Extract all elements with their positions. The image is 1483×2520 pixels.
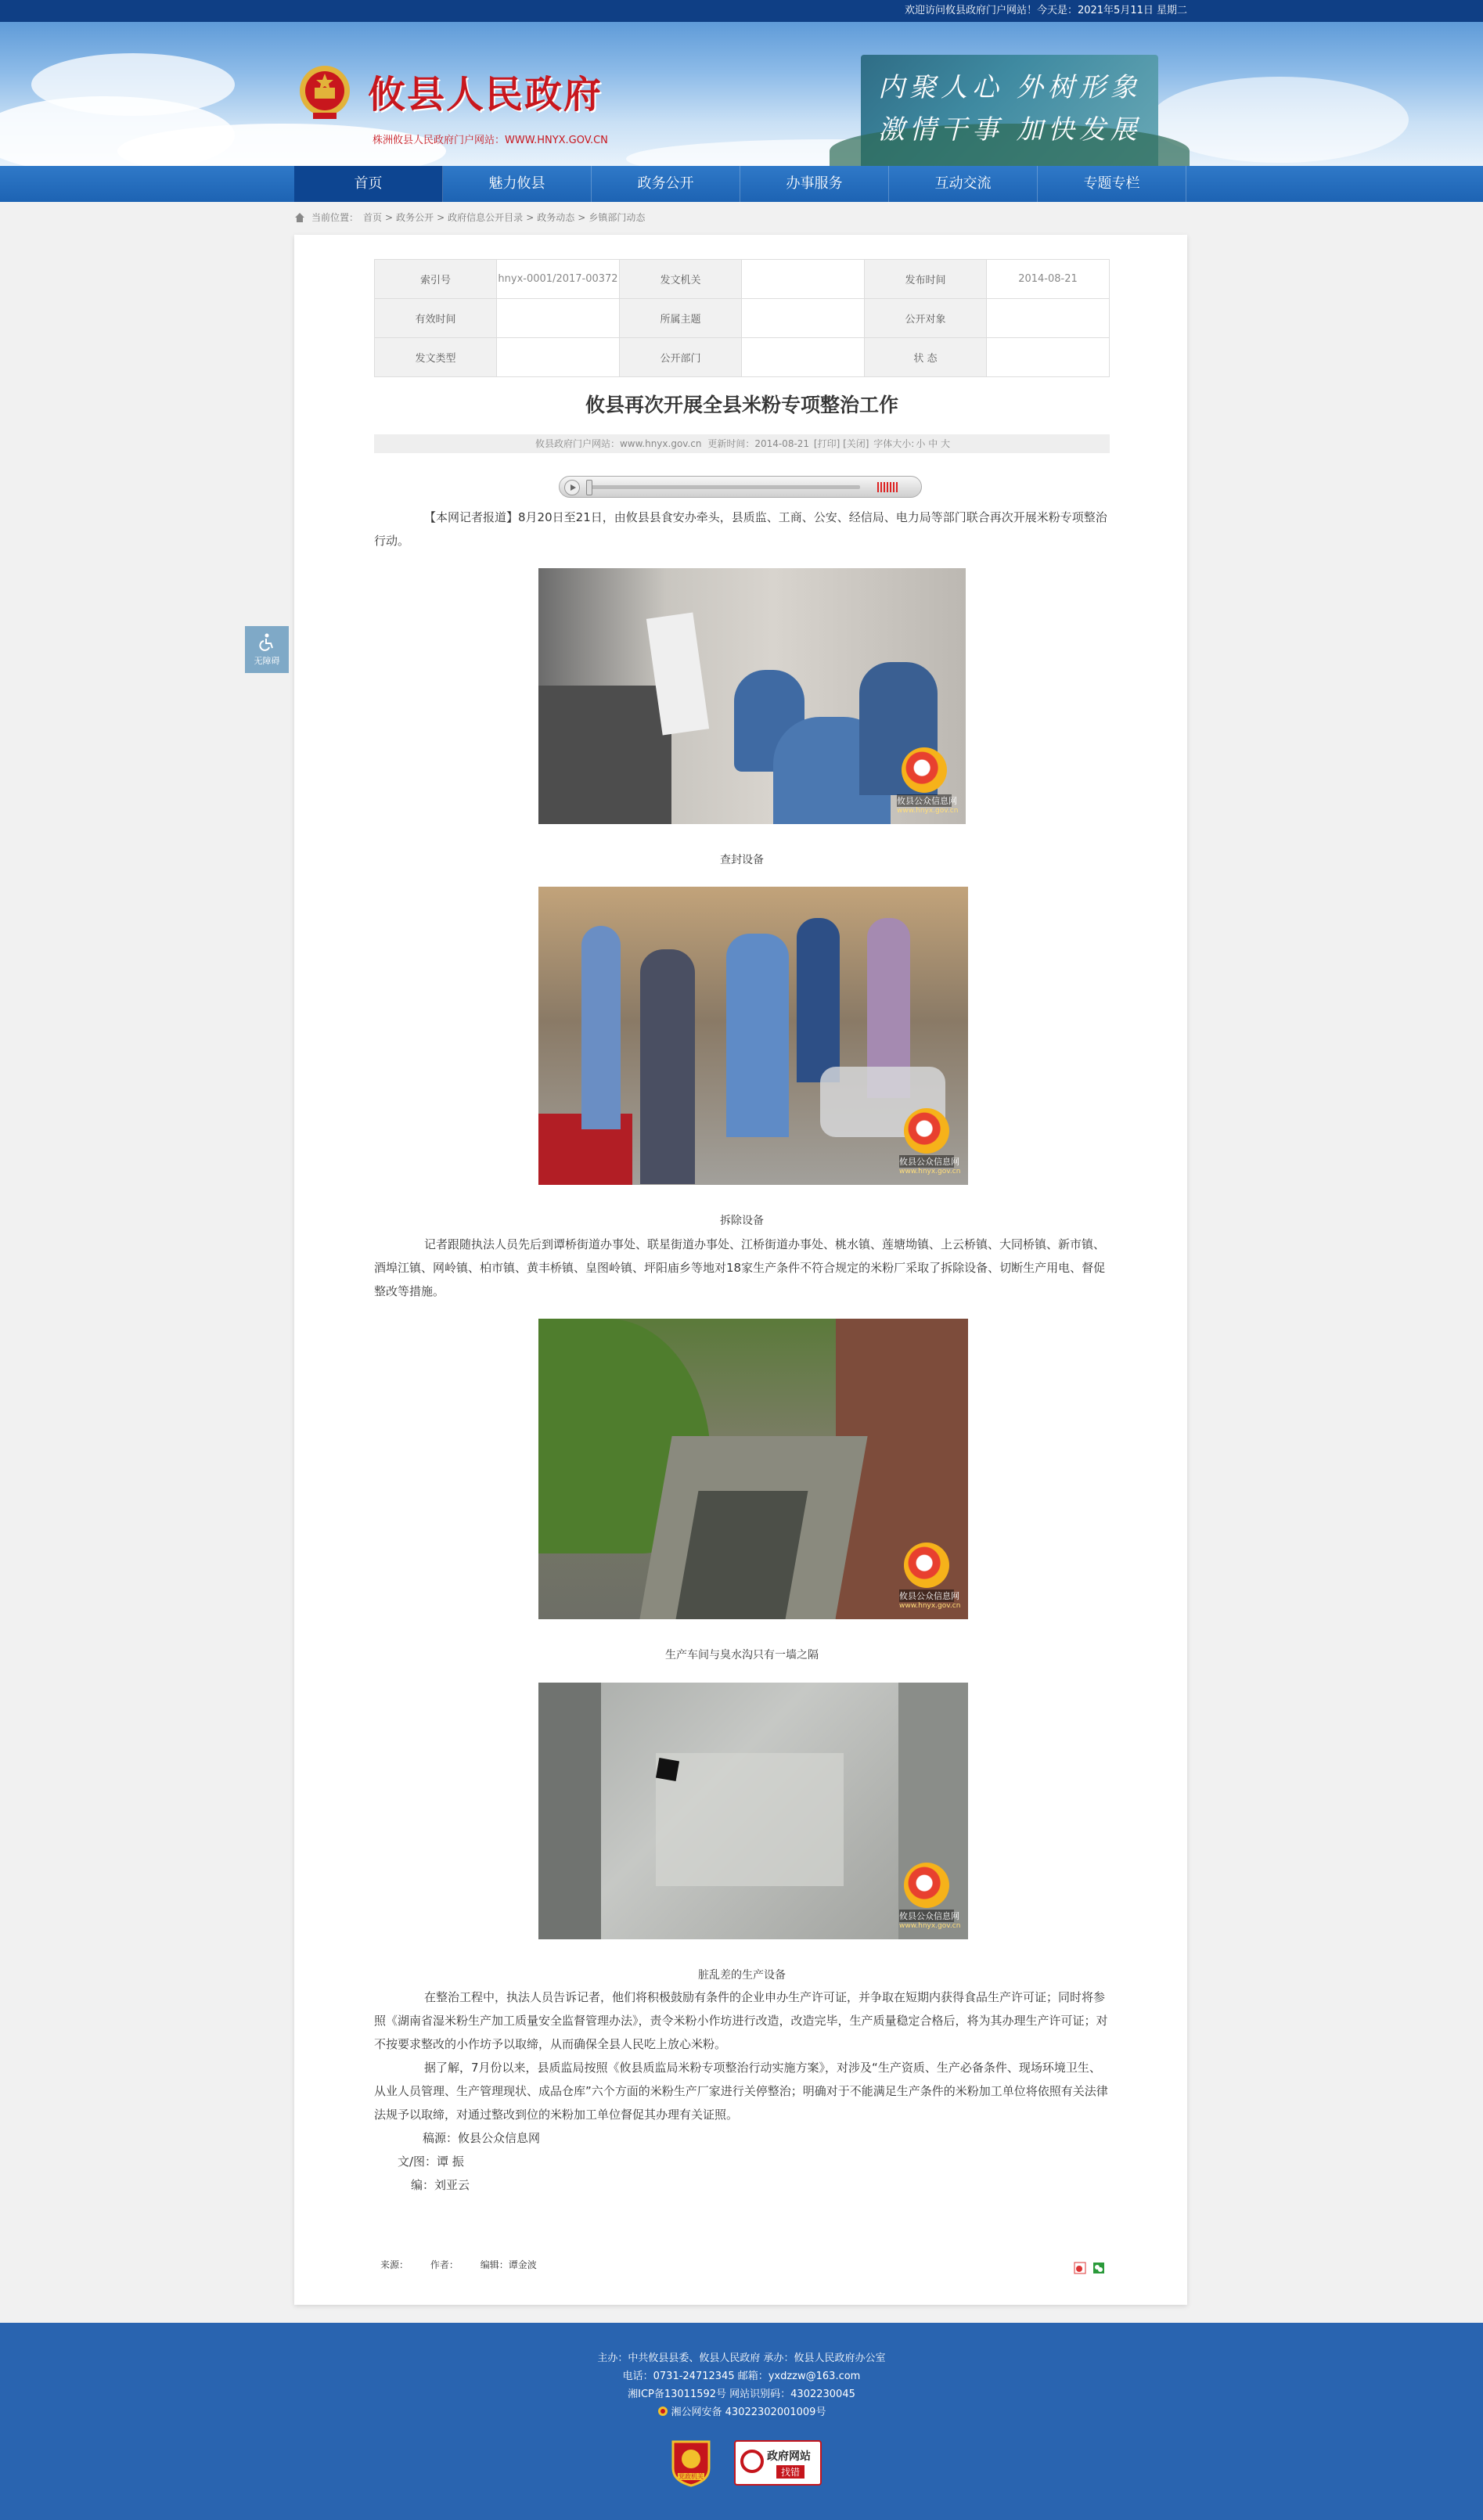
font-size-label: 字体大小:	[873, 438, 915, 449]
nav-item-charm[interactable]: 魅力攸县	[443, 166, 592, 202]
meta-value	[987, 299, 1110, 338]
article-paragraph-2: 记者跟随执法人员先后到谭桥街道办事处、联星街道办事处、江桥街道办事处、桃水镇、莲塘坳镇、上云桥镇、大同桥镇、新市镇、酒埠江镇、网岭镇、柏市镇、黄丰桥镇、皇图岭镇、坪阳庙乡等地对18家生产条件不符合规定的米粉厂采取了拆除设备、切断生产用电、督促整改等措施。	[374, 1237, 1106, 1298]
share-weibo-icon[interactable]	[1074, 2262, 1086, 2274]
site-footer	[0, 2323, 1483, 2520]
breadcrumb-item-catalog[interactable]: 政府信息公开目录	[448, 212, 524, 223]
breadcrumb-item-home[interactable]: 首页	[363, 212, 383, 223]
intro-body: 8月20日至21日，由攸县县食安办牵头，县质监、工商、公安、经信局、电力局等部门联合再次开展米粉专项整治行动。	[374, 510, 1107, 548]
meta-key: 发文类型	[375, 338, 497, 377]
footer-icp[interactable]: 湘ICP备13011592号 网站识别码：4302230045	[628, 2389, 855, 2400]
editor-name: 谭金波	[508, 2259, 537, 2270]
meta-value	[987, 338, 1110, 377]
article-photo-3	[538, 1319, 968, 1619]
meta-key: 所属主题	[620, 299, 742, 338]
article-photo-1	[538, 568, 966, 824]
report-badge-action: 找错	[776, 2465, 804, 2479]
nav-item-gov-affairs[interactable]: 政务公开	[592, 166, 740, 202]
header-banner	[0, 22, 1483, 166]
audio-progress-track[interactable]	[586, 485, 860, 489]
slogan-line-2: 激情干事 加快发展	[878, 114, 1142, 146]
nav-item-topics[interactable]: 专题专栏	[1038, 166, 1186, 202]
welcome-text: 欢迎访问攸县政府门户网站！今天是：2021年5月11日 星期二	[904, 5, 1187, 16]
breadcrumb-item-news[interactable]: 政务动态	[537, 212, 575, 223]
slogan-line-1: 内聚人心 外树形象	[878, 72, 1142, 103]
meta-value	[742, 260, 865, 299]
photo-caption-3: 生产车间与臭水沟只有一墙之隔	[665, 1649, 819, 1661]
play-icon[interactable]	[564, 480, 580, 495]
nav-item-interaction[interactable]: 互动交流	[889, 166, 1038, 202]
photo-watermark: 攸县公众信息网 www.hnyx.gov.cn	[899, 1108, 954, 1175]
meta-key: 公开部门	[620, 338, 742, 377]
source-label: 来源：	[380, 2259, 409, 2270]
print-link[interactable]: [打印]	[813, 438, 840, 449]
footer-sponsor: 主办：中共攸县县委、攸县人民政府 承办：攸县人民政府办公室	[597, 2353, 886, 2364]
article-paragraph-4: 据了解，7月份以来，县质监局按照《攸县质监局米粉专项整治行动实施方案》，对涉及“生产资质、生产必备条件、现场环境卫生、从业人员管理、生产管理现状、成品仓库”六个方面的米粉生产厂家进行关停整治；明确对于不能满足生产条件的米粉加工单位将依照有关法律法规予以取缔，对通过整改到位的米粉加工单位督促其办理有关证照。	[374, 2061, 1108, 2122]
article-updated: 更新时间：2014-08-21	[707, 438, 810, 449]
table-row	[375, 260, 1110, 299]
meta-value	[742, 299, 865, 338]
meta-value	[497, 338, 620, 377]
article-author-line: 文/图：谭 振	[398, 2155, 464, 2169]
meta-value: hnyx-0001/2017-00372	[497, 260, 620, 299]
meta-value	[497, 299, 620, 338]
photo-caption-1: 查封设备	[720, 854, 764, 866]
meta-key: 索引号	[375, 260, 497, 299]
meta-key: 状 态	[865, 338, 987, 377]
breadcrumb: 当前位置： 首页 > 政务公开 > 政府信息公开目录 > 政务动态 > 乡镇部门动态	[294, 210, 645, 225]
national-emblem-icon	[297, 64, 352, 124]
audio-progress-handle[interactable]	[586, 480, 592, 495]
font-big-link[interactable]: 大	[941, 438, 951, 449]
article-title: 攸县再次开展全县米粉专项整治工作	[585, 394, 898, 416]
accessibility-label: 无障碍	[254, 656, 280, 666]
article-footer-meta	[380, 2258, 556, 2271]
volume-icon[interactable]	[877, 482, 899, 492]
close-link[interactable]: [关闭]	[843, 438, 869, 449]
meta-value	[742, 338, 865, 377]
audio-player	[559, 476, 922, 498]
police-badge-icon	[657, 2406, 668, 2417]
meta-value: 2014-08-21	[987, 260, 1110, 299]
article-paragraph-3: 在整治工程中，执法人员告诉记者，他们将积极鼓励有条件的企业申办生产许可证，并争取在短期内获得食品生产许可证；同时将参照《湖南省湿米粉生产加工质量安全监督管理办法》，责令米粉小作坊进行改造，改造完毕，生产质量稳定合格后，将为其办理生产许可证；对不按要求整改的小作坊予以取缔，从而确保全县人民吃上放心米粉。	[374, 1990, 1108, 2051]
meta-key: 发布时间	[865, 260, 987, 299]
slogan-banner	[861, 55, 1158, 166]
photo-caption-4: 脏乱差的生产设备	[698, 1969, 786, 1982]
article-source: 攸县政府门户网站：www.hnyx.gov.cn	[535, 438, 702, 449]
font-mid-link[interactable]: 中	[928, 438, 938, 449]
wheelchair-icon	[257, 632, 276, 651]
footer-contact: 电话：0731-24712345 邮箱：yxdzzw@163.com	[622, 2371, 861, 2382]
top-bar	[0, 0, 1483, 22]
nav-item-home[interactable]: 首页	[294, 166, 443, 202]
article-info-bar	[374, 434, 1110, 453]
breadcrumb-item-dept-news[interactable]: 乡镇部门动态	[589, 212, 646, 223]
author-label: 作者：	[430, 2259, 459, 2270]
accessibility-button[interactable]	[245, 626, 289, 673]
article-source-line: 稿源：攸县公众信息网	[423, 2131, 541, 2145]
table-row	[375, 299, 1110, 338]
meta-key: 发文机关	[620, 260, 742, 299]
meta-table	[374, 259, 1110, 377]
table-row	[375, 338, 1110, 377]
meta-key: 有效时间	[375, 299, 497, 338]
photo-watermark: 攸县公众信息网 www.hnyx.gov.cn	[899, 1543, 954, 1610]
article-editor-line: 编：刘亚云	[411, 2178, 470, 2192]
editor-label: 编辑：	[480, 2259, 509, 2270]
site-subtitle: 株洲攸县人民政府门户网站：WWW.HNYX.GOV.CN	[373, 135, 608, 146]
font-small-link[interactable]: 小	[916, 438, 926, 449]
photo-watermark: 攸县公众信息网 www.hnyx.gov.cn	[899, 1863, 954, 1930]
meta-key: 公开对象	[865, 299, 987, 338]
breadcrumb-item-gov-affairs[interactable]: 政务公开	[396, 212, 434, 223]
report-error-badge[interactable]	[734, 2440, 822, 2486]
article-photo-2	[538, 887, 968, 1185]
intro-tag: 【本网记者报道】	[424, 510, 519, 524]
article-intro	[374, 506, 1110, 553]
site-title[interactable]: 攸县人民政府	[368, 73, 603, 117]
nav-item-services[interactable]: 办事服务	[740, 166, 889, 202]
article-photo-4	[538, 1683, 968, 1939]
main-nav	[0, 166, 1483, 202]
breadcrumb-prefix: 当前位置：	[311, 212, 359, 223]
gov-agency-badge[interactable]	[670, 2439, 712, 2487]
report-badge-title: 政府网站	[767, 2450, 811, 2463]
home-icon	[294, 212, 305, 223]
share-wechat-icon[interactable]	[1092, 2262, 1105, 2274]
magnifier-icon	[740, 2450, 764, 2473]
footer-police-record[interactable]: 湘公网安备 43022302001009号	[0, 2403, 1483, 2418]
photo-caption-2: 拆除设备	[720, 1215, 764, 1227]
gov-badge-label: 党政机关	[679, 2473, 704, 2480]
photo-watermark: 攸县公众信息网 www.hnyx.gov.cn	[897, 747, 952, 815]
